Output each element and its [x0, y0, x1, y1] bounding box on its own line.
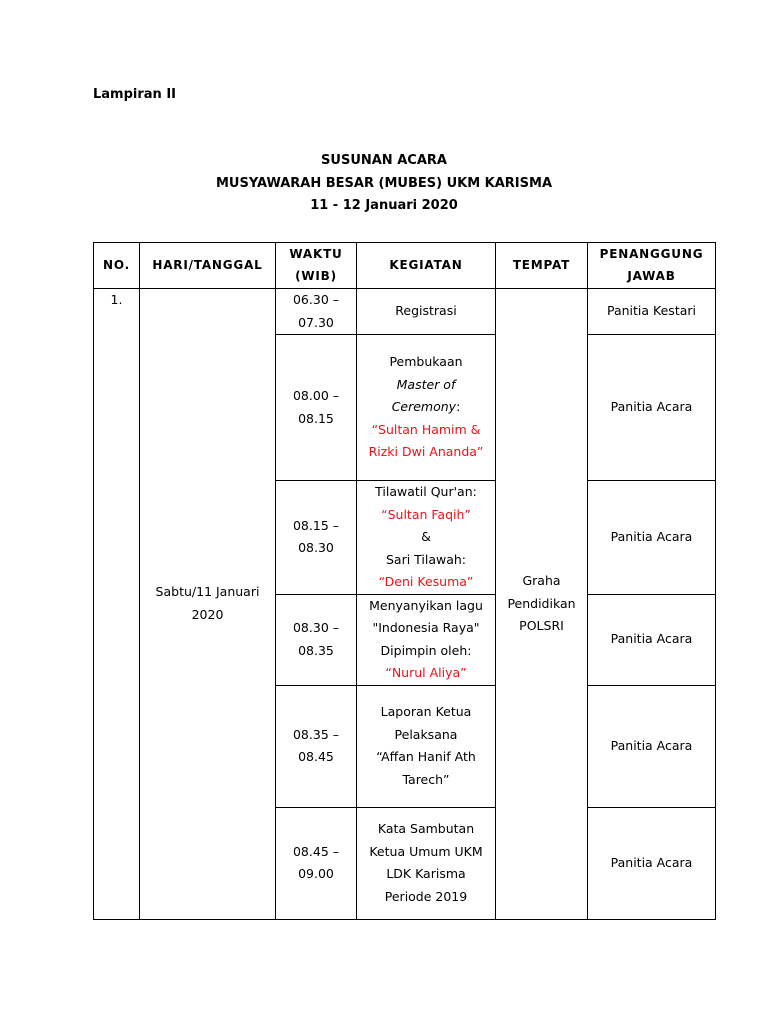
activity-line: Menyanyikan lagu — [369, 597, 483, 613]
header-time-line-1: WAKTU — [289, 247, 343, 261]
time-end: 07.30 — [298, 314, 334, 330]
time-start: 08.00 – — [292, 388, 339, 403]
activity-line: Tilawatil Qur'an: — [375, 484, 477, 499]
responsible-cell: Panitia Acara — [588, 685, 716, 807]
time-start: 08.30 – — [292, 620, 339, 635]
header-responsible — [588, 243, 716, 289]
heading-line-2: MUSYAWARAH BESAR (MUBES) UKM KARISMA — [215, 175, 553, 191]
activity-line: Laporan Ketua — [380, 704, 472, 719]
time-start: 08.35 – — [292, 726, 339, 742]
activity-cell — [357, 335, 496, 481]
activity-line: Pelaksana — [394, 726, 458, 742]
place-line-1: Graha — [522, 573, 561, 588]
activity-line: LDK Karisma — [386, 866, 466, 881]
activity-cell — [357, 289, 496, 335]
time-end: 08.15 — [298, 410, 334, 426]
activity-cell — [357, 594, 496, 685]
time-cell — [276, 335, 357, 481]
activity-person: “Nurul Aliya” — [385, 665, 467, 680]
table-row — [94, 289, 716, 335]
time-end: 09.00 — [298, 866, 334, 881]
activity-colon: : — [456, 399, 461, 415]
header-time — [276, 243, 357, 289]
header-place: TEMPAT — [496, 243, 588, 289]
activity-line: Ketua Umum UKM — [369, 843, 483, 859]
activity-person: “Sultan Hamim & — [371, 421, 481, 437]
header-day: HARI/TANGGAL — [140, 243, 276, 289]
day-date-cell: Sabtu/11 Januari 2020 — [140, 289, 276, 920]
table-header-row — [94, 243, 716, 289]
row-number: 1. — [94, 289, 140, 920]
header-time-line-2: (WIB) — [295, 268, 337, 283]
activity-line: Dipimpin oleh: — [380, 642, 472, 658]
activity-line: Periode 2019 — [384, 888, 468, 904]
time-cell — [276, 594, 357, 685]
activity-line: & — [421, 529, 431, 544]
header-responsible-line-2: JAWAB — [627, 268, 676, 283]
time-end: 08.45 — [298, 749, 334, 764]
header-activity: KEGIATAN — [357, 243, 496, 289]
activity-line: Kata Sambutan — [377, 821, 475, 836]
activity-cell — [357, 481, 496, 595]
time-cell — [276, 289, 357, 335]
time-start: 06.30 – — [292, 292, 339, 307]
schedule-table — [93, 242, 716, 920]
activity-italic-text: Ceremony — [391, 399, 457, 415]
activity-line: Pembukaan — [389, 354, 463, 370]
activity-cell — [357, 685, 496, 807]
time-end: 08.35 — [298, 642, 334, 658]
document-heading — [0, 150, 768, 218]
activity-line: "Indonesia Raya" — [372, 620, 480, 635]
activity-line: Registrasi — [395, 303, 457, 319]
heading-line-1: SUSUNAN ACARA — [321, 153, 447, 168]
time-cell — [276, 481, 357, 595]
activity-line: Master of — [396, 376, 456, 392]
responsible-cell: Panitia Acara — [588, 481, 716, 595]
place-line-3: POLSRI — [519, 618, 564, 633]
time-cell — [276, 807, 357, 919]
responsible-cell: Panitia Acara — [588, 594, 716, 685]
header-no: NO. — [94, 243, 140, 289]
header-responsible-line-1: PENANGGUNG — [599, 247, 704, 261]
activity-person: Rizki Dwi Ananda” — [368, 444, 484, 460]
attachment-label: Lampiran II — [93, 87, 177, 102]
activity-line: “Affan Hanif Ath — [376, 749, 476, 764]
place-line-2: Pendidikan — [507, 595, 576, 611]
activity-line: Tarech” — [402, 771, 450, 787]
responsible-cell: Panitia Acara — [588, 807, 716, 919]
activity-line — [360, 396, 492, 419]
time-start: 08.45 – — [292, 843, 339, 859]
responsible-cell: Panitia Kestari — [588, 289, 716, 335]
time-end: 08.30 — [298, 540, 334, 556]
activity-person: “Sultan Faqih” — [381, 506, 471, 522]
activity-cell — [357, 807, 496, 919]
time-start: 08.15 – — [292, 517, 339, 533]
activity-line: Sari Tilawah: — [385, 551, 467, 567]
time-cell — [276, 685, 357, 807]
responsible-cell: Panitia Acara — [588, 335, 716, 481]
activity-person: “Deni Kesuma” — [378, 574, 474, 589]
place-cell — [496, 289, 588, 920]
heading-line-3: 11 - 12 Januari 2020 — [310, 198, 458, 213]
